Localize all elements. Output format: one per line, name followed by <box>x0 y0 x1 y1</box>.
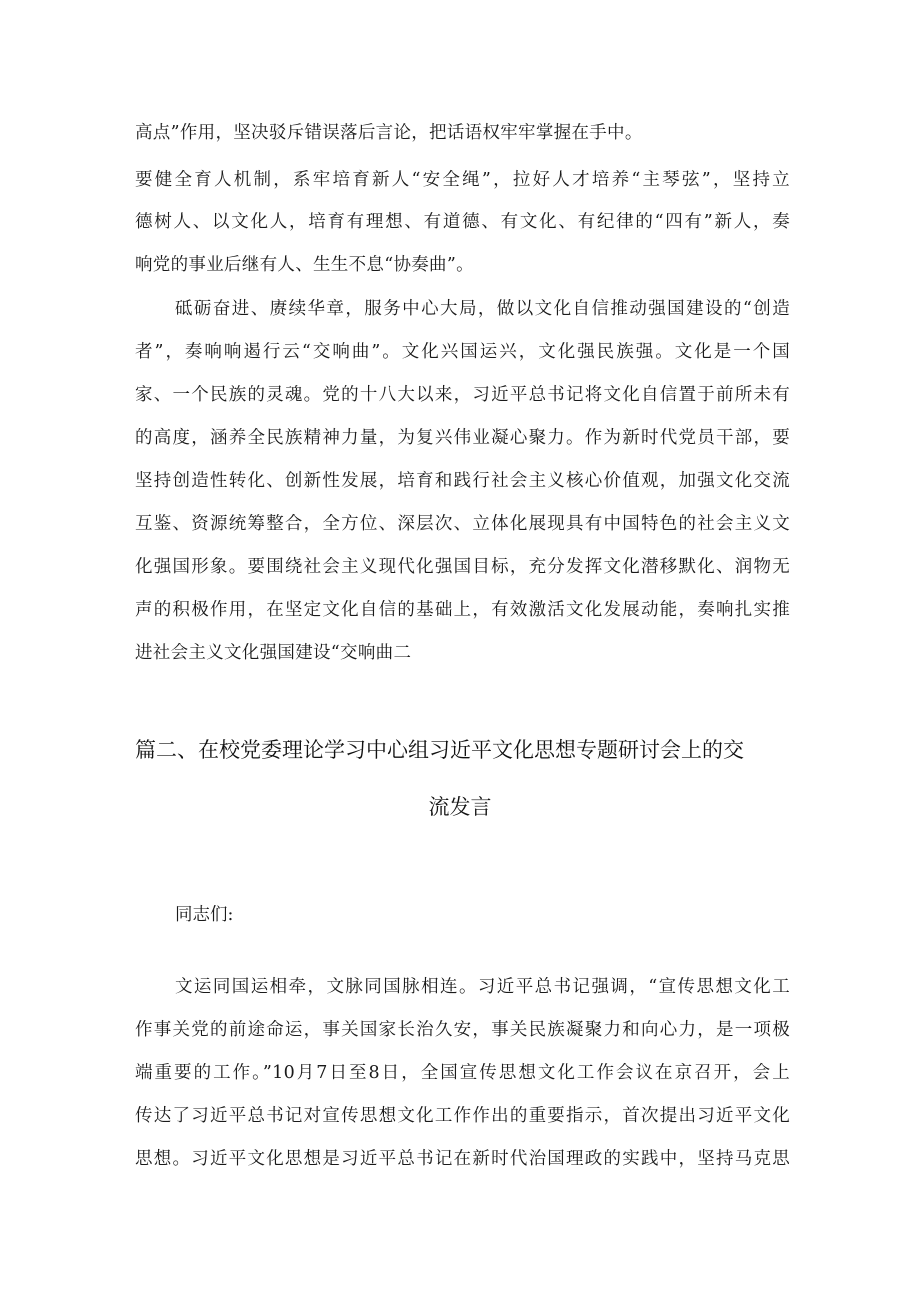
s1-p3-line-4: 的高度，涵养全民族精神力量，为复兴伟业凝心聚力。作为新时代党员干部，要 <box>135 428 790 448</box>
s2-p1-line-3: 端重要的工作。”10月7日至8日，全国宣传思想文化工作会议在京召开，会上 <box>135 1063 790 1083</box>
s1-p3-line-1: 砥砺奋进、赓续华章，服务中心大局，做以文化自信推动强国建设的“创造 <box>175 299 790 319</box>
s1-p3-line-9: 进社会主义文化强国建设“交响曲二 <box>135 643 412 663</box>
s2-p1-line-5: 思想。习近平文化思想是习近平总书记在新时代治国理政的实践中，坚持马克思 <box>135 1149 790 1169</box>
s1-p1-line-1: 高点”作用，坚决驳斥错误落后言论，把话语权牢牢掌握在手中。 <box>135 123 643 143</box>
section-heading-line-2: 流发言 <box>428 795 492 819</box>
s1-p3-line-7: 化强国形象。要围绕社会主义现代化强国目标，充分发挥文化潜移默化、润物无 <box>135 557 790 577</box>
s2-p1-line-2: 作事关党的前途命运，事关国家长治久安，事关民族凝聚力和向心力，是一项极 <box>135 1020 790 1040</box>
section-heading-line-1: 篇二、在校党委理论学习中心组习近平文化思想专题研讨会上的交 <box>135 738 744 762</box>
s1-p2-line-1: 要健全育人机制，系牢培育新人“安全绳”，拉好人才培养“主琴弦”，坚持立 <box>135 170 790 190</box>
s1-p3-line-6: 互鉴、资源统筹整合，全方位、深层次、立体化展现具有中国特色的社会主义文 <box>135 514 790 534</box>
s2-p1-line-4: 传达了习近平总书记对宣传思想文化工作作出的重要指示，首次提出习近平文化 <box>135 1106 790 1126</box>
s1-p2-line-2: 德树人、以文化人，培育有理想、有道德、有文化、有纪律的“四有”新人，奏 <box>135 212 790 232</box>
greeting: 同志们: <box>175 905 234 925</box>
s1-p3-line-3: 家、一个民族的灵魂。党的十八大以来，习近平总书记将文化自信置于前所未有 <box>135 385 790 405</box>
s1-p3-line-2: 者”，奏响响遏行云“交响曲”。文化兴国运兴，文化强民族强。文化是一个国 <box>135 342 790 362</box>
s1-p3-line-8: 声的积极作用，在坚定文化自信的基础上，有效激活文化发展动能，奏响扎实推 <box>135 600 790 620</box>
s1-p3-line-5: 坚持创造性转化、创新性发展，培育和践行社会主义核心价值观，加强文化交流 <box>135 471 790 491</box>
s2-p1-line-1: 文运同国运相牵，文脉同国脉相连。习近平总书记强调，“宣传思想文化工 <box>175 977 790 997</box>
s1-p2-line-3: 响党的事业后继有人、生生不息“协奏曲”。 <box>135 255 474 275</box>
